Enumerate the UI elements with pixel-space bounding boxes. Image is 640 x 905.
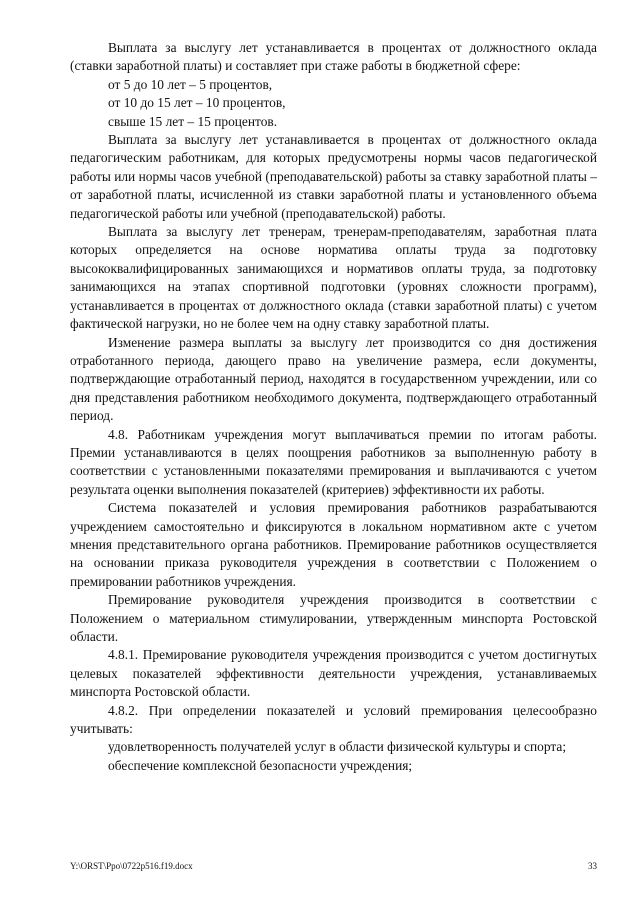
paragraph-security: обеспечение комплексной безопасности учреждения; — [108, 757, 413, 773]
paragraph-coaches-seniority: Выплата за выслугу лет тренерам, тренерам-преподавателям, заработная плата которых определяется на основе норматива оплаты труда за подготовку высококвалифицированных занимающихся и нормативов оплаты труда, за подготовку занимающихся на этапах спортивной подготовки (уровнях сложности программ), устанавливается в процентах от должностного оклада (ставки заработной платы) с учетом фактической нагрузки, но не более чем на одну ставку заработной платы. — [70, 224, 597, 332]
list-item-5-10-years: от 5 до 10 лет – 5 процентов, — [108, 76, 273, 92]
paragraph-director-bonus: Премирование руководителя учреждения производится в соответствии с Положением о материальном стимулировании, утвержденным минспорта Ростовской области. — [70, 592, 597, 644]
paragraph-bonus-system: Система показателей и условия премирования работников разрабатываются учреждением самостоятельно и фиксируются в локальном нормативном акте с учетом мнения представительного органа работников. Премирование работников осуществляется на основании приказа руководителя учреждения в соответствии с Положением о премировании работников учреждения. — [70, 500, 597, 589]
paragraph-teachers-seniority: Выплата за выслугу лет устанавливается в процентах от должностного оклада педагогическим работникам, для которых предусмотрены нормы часов педагогической работы или нормы часов учебной (преподавательской) работы за ставку заработной платы – от заработной платы, исчисленной из ставки заработной платы и установленного объема педагогической работы или учебной (преподавательской) работы. — [70, 132, 597, 221]
paragraph-satisfaction: удовлетворенность получателей услуг в области физической культуры и спорта; — [108, 739, 567, 755]
footer-page-number: 33 — [588, 861, 597, 871]
paragraph-seniority-pay: Выплата за выслугу лет устанавливается в процентах от должностного оклада (ставки заработной платы) и составляет при стаже работы в бюджетной сфере: — [70, 40, 597, 74]
footer-file-path: Y:\ORST\Ppo\0722p516.f19.docx — [70, 861, 193, 871]
document-body — [70, 39, 597, 775]
paragraph-section-4-8-1: 4.8.1. Премирование руководителя учреждения производится с учетом достигнутых целевых показателей эффективности деятельности учреждения, устанавливаемых минспорта Ростовской области. — [70, 647, 597, 700]
list-item-over-15-years: свыше 15 лет – 15 процентов. — [108, 113, 278, 129]
paragraph-seniority-change: Изменение размера выплаты за выслугу лет производится со дня достижения отработанного периода, дающего право на увеличение размера, если документы, подтверждающие отработанный период, находятся в государственном учреждении, или со дня представления работником необходимого документа, подтверждающего отработанный период. — [70, 334, 597, 424]
list-item-10-15-years: от 10 до 15 лет – 10 процентов, — [108, 95, 286, 111]
paragraph-section-4-8: 4.8. Работникам учреждения могут выплачиваться премии по итогам работы. Премии устанавливаются в целях поощрения работников за выполненную работу в соответствии с установленными показателями премирования и выплачиваются с учетом результата оценки выполнения показателей (критериев) эффективности их работы. — [70, 426, 597, 497]
paragraph-section-4-8-2: 4.8.2. При определении показателей и условий премирования целесообразно учитывать: — [70, 702, 597, 737]
